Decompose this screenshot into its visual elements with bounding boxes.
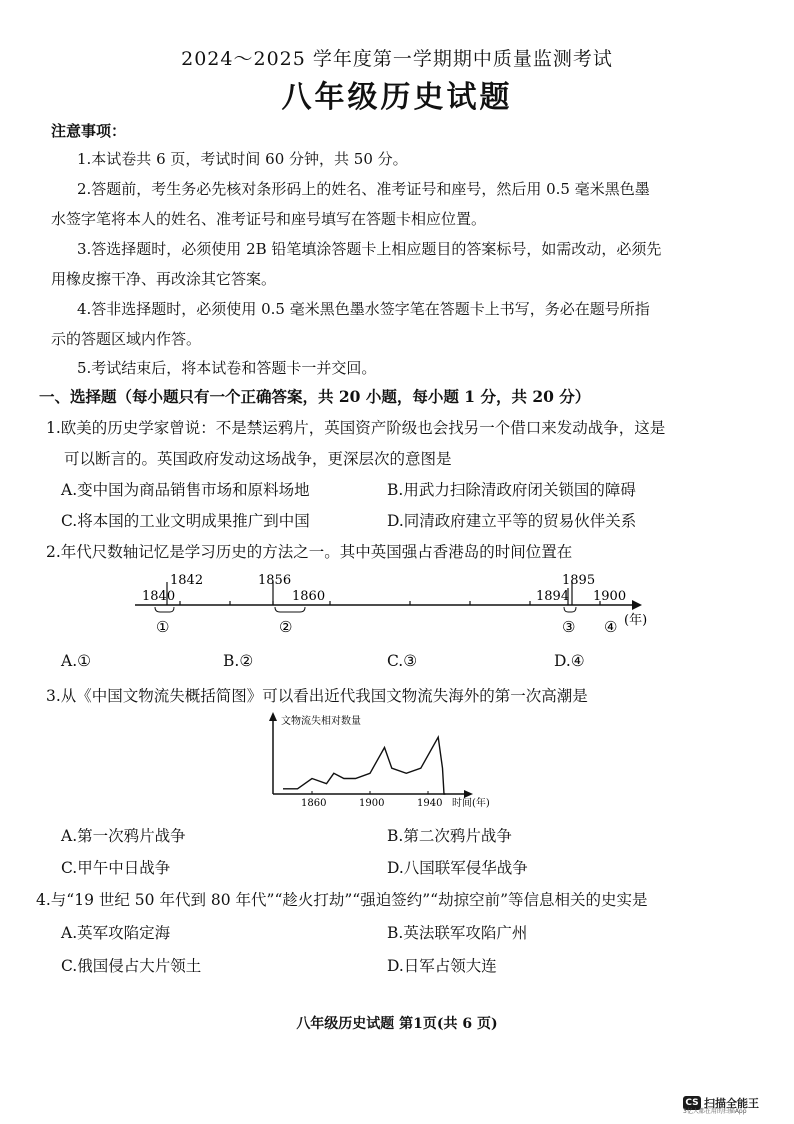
note-line-4: 4.答非选择题时，必须使用 0.5 毫米黑色墨水签字笔在答题卡上书写，务必在题号所指 <box>77 300 650 318</box>
q1-stem-line1: 1.欧美的历史学家曾说：不是禁运鸦片，英国资产阶级也会找另一个借口来发动战争，这是 <box>46 419 666 437</box>
q4-option-c: C.俄国侵占大片领土 <box>61 957 202 975</box>
q3-option-a: A.第一次鸦片战争 <box>61 827 186 845</box>
year-label-1840: 1840 <box>142 589 176 604</box>
q2-option-b: B.② <box>223 652 254 670</box>
marker-1: ① <box>156 618 170 636</box>
page-footer: 八年级历史试题 第1页(共 6 页) <box>296 1016 498 1032</box>
q2-option-a: A.① <box>61 652 92 670</box>
chart-x-arrow <box>464 790 473 798</box>
note-line-3: 3.答选择题时，必须使用 2B 铅笔填涂答题卡上相应题目的答案标号，如需改动，必须先 <box>77 240 662 258</box>
chart-ylabel: 文物流失相对数量 <box>281 716 361 727</box>
q1-option-b: B.用武力扫除清政府闭关锁国的障碍 <box>387 481 636 499</box>
year-label-1860: 1860 <box>292 589 326 604</box>
note-line-2-cont: 水签字笔将本人的姓名、准考证号和座号填写在答题卡相应位置。 <box>51 210 487 228</box>
q3-option-d: D.八国联军侵华战争 <box>387 859 528 877</box>
q2-timeline <box>130 566 660 638</box>
chart-x-tick-label: 1860 <box>301 798 327 809</box>
q3-option-c: C.甲午中日战争 <box>61 859 171 877</box>
q2-option-c: C.③ <box>387 652 418 670</box>
subject-title: 八年级历史试题 <box>281 80 513 115</box>
year-label-1895: 1895 <box>562 573 596 588</box>
note-line-1: 1.本试卷共 6 页，考试时间 60 分钟，共 50 分。 <box>77 150 408 168</box>
q4-option-b: B.英法联军攻陷广州 <box>387 924 528 942</box>
q3-chart <box>262 710 522 814</box>
chart-series-line <box>283 737 445 794</box>
chart-x-tick-label: 1900 <box>359 798 385 809</box>
exam-title: 2024～2025 学年度第一学期期中质量监测考试 <box>181 48 613 70</box>
q3-option-b: B.第二次鸦片战争 <box>387 827 512 845</box>
q3-stem: 3.从《中国文物流失概括简图》可以看出近代我国文物流失海外的第一次高潮是 <box>46 687 588 705</box>
scanner-brand-name: 扫描全能王 <box>704 1096 759 1110</box>
note-line-4-cont: 示的答题区域内作答。 <box>51 330 202 348</box>
notes-heading: 注意事项： <box>51 122 127 140</box>
scanner-tagline: 3亿人都在用的扫描App <box>683 1108 747 1115</box>
marker-2: ② <box>279 618 293 636</box>
section-heading: 一、选择题（每小题只有一个正确答案，共 20 小题，每小题 1 分，共 20 分） <box>39 387 591 406</box>
q4-option-d: D.日军占领大连 <box>387 957 497 975</box>
marker-3: ③ <box>562 618 576 636</box>
note-line-3-cont: 用橡皮擦干净、再改涂其它答案。 <box>51 270 277 288</box>
q1-stem-line2: 可以断言的。英国政府发动这场战争，更深层次的意图是 <box>64 450 452 468</box>
chart-xlabel: 时间(年) <box>452 798 490 809</box>
year-label-1900: 1900 <box>593 589 627 604</box>
chart-y-arrow <box>269 712 277 721</box>
note-line-5: 5.考试结束后，将本试卷和答题卡一并交回。 <box>77 359 377 377</box>
chart-x-tick-label: 1940 <box>417 798 443 809</box>
q2-stem: 2.年代尺数轴记忆是学习历史的方法之一。其中英国强占香港岛的时间位置在 <box>46 543 573 561</box>
q1-option-c: C.将本国的工业文明成果推广到中国 <box>61 512 310 530</box>
marker-4: ④ <box>604 618 618 636</box>
year-label-1842: 1842 <box>170 573 204 588</box>
year-label-1894: 1894 <box>536 589 570 604</box>
timeline-arrow <box>632 600 642 610</box>
note-line-2: 2.答题前，考生务必先核对条形码上的姓名、准考证号和座号，然后用 0.5 毫米黑色墨 <box>77 180 650 198</box>
timeline-unit: (年) <box>624 613 648 628</box>
q4-option-a: A.英军攻陷定海 <box>61 924 171 942</box>
q4-stem: 4.与“19 世纪 50 年代到 80 年代”“趁火打劫”“强迫签约”“劫掠空前”等信息相关的史实是 <box>36 891 648 909</box>
q2-option-d: D.④ <box>554 652 585 670</box>
year-label-1856: 1856 <box>258 573 292 588</box>
scanner-logo-icon: CS <box>683 1096 701 1110</box>
q1-option-a: A.变中国为商品销售市场和原料场地 <box>61 481 310 499</box>
q1-option-d: D.同清政府建立平等的贸易伙伴关系 <box>387 512 637 530</box>
